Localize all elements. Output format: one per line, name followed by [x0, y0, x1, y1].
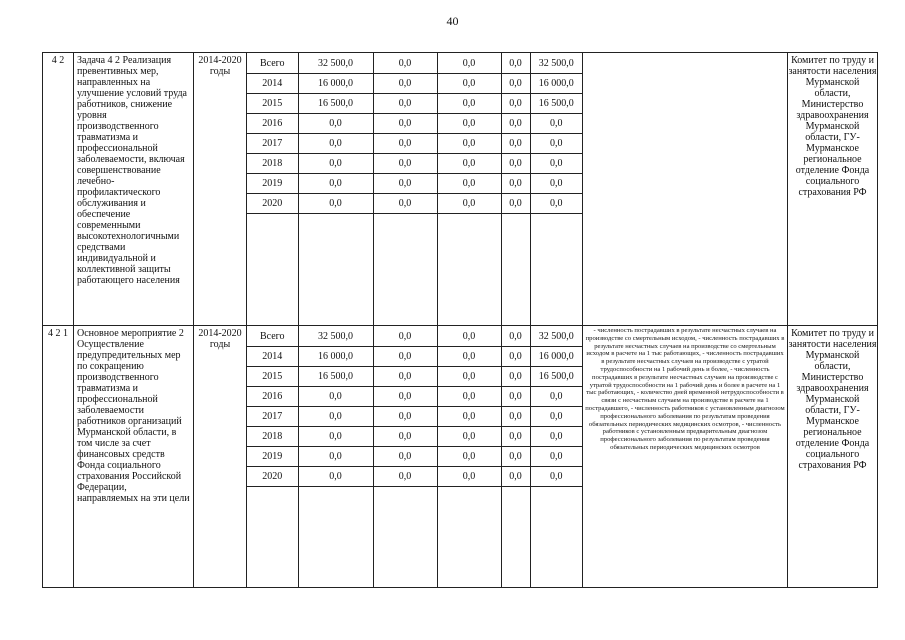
financing-rb: 0,0 [437, 94, 501, 114]
financing-row [247, 134, 582, 154]
financing-fb: 0,0 [373, 447, 437, 467]
financing-year: 2017 [247, 134, 298, 154]
financing-vb: 0,0 [530, 154, 582, 174]
financing-year: 2019 [247, 174, 298, 194]
financing-vb: 0,0 [530, 194, 582, 214]
financing-rb: 0,0 [437, 194, 501, 214]
activity-name: Задача 4 2 Реализация превентивных мер, направленных на улучшение условий труда работников, снижение уровня производственного травматизма и профессиональной заболеваемости, включая совершенствование лечебно-профилактического обслуживания и обеспечение современными высокотехнологичными средствами индивидуальной и коллективной защиты работающего населения [74, 53, 194, 326]
financing-fb: 0,0 [373, 53, 437, 74]
financing-rb: 0,0 [437, 427, 501, 447]
financing-rb: 0,0 [437, 387, 501, 407]
financing-total: 0,0 [298, 407, 373, 427]
row-number: 4 2 [43, 53, 74, 326]
financing-mb: 0,0 [501, 53, 530, 74]
table-row [43, 53, 878, 326]
financing-rb: 0,0 [437, 154, 501, 174]
financing-fb: 0,0 [373, 194, 437, 214]
financing-total: 0,0 [298, 427, 373, 447]
financing-vb: 0,0 [530, 467, 582, 487]
financing-rb: 0,0 [437, 467, 501, 487]
financing-vb: 0,0 [530, 134, 582, 154]
responsible-org: Комитет по труду и занятости населения Мурманской области, Министерство здравоохранения Мурманской области, ГУ-Мурманское региональное отделение Фонда социального страхования РФ [788, 53, 878, 326]
financing-table [247, 326, 582, 587]
financing-row [247, 447, 582, 467]
financing-total: 16 500,0 [298, 94, 373, 114]
financing-table [247, 53, 582, 325]
financing-row [247, 407, 582, 427]
financing-year: 2014 [247, 347, 298, 367]
financing-vb: 16 000,0 [530, 347, 582, 367]
financing-rb: 0,0 [437, 326, 501, 347]
financing-cell [247, 53, 583, 326]
financing-rb: 0,0 [437, 447, 501, 467]
financing-mb: 0,0 [501, 407, 530, 427]
financing-row [247, 74, 582, 94]
financing-vb: 16 500,0 [530, 367, 582, 387]
financing-fb: 0,0 [373, 407, 437, 427]
financing-fb: 0,0 [373, 427, 437, 447]
financing-year: 2018 [247, 154, 298, 174]
financing-row [247, 326, 582, 347]
financing-mb: 0,0 [501, 447, 530, 467]
financing-year: 2017 [247, 407, 298, 427]
financing-fb: 0,0 [373, 467, 437, 487]
financing-vb: 32 500,0 [530, 326, 582, 347]
financing-vb: 0,0 [530, 387, 582, 407]
financing-total: 16 000,0 [298, 347, 373, 367]
financing-fb: 0,0 [373, 326, 437, 347]
financing-vb: 0,0 [530, 427, 582, 447]
financing-mb: 0,0 [501, 367, 530, 387]
financing-fb: 0,0 [373, 154, 437, 174]
financing-mb: 0,0 [501, 427, 530, 447]
financing-row [247, 194, 582, 214]
financing-rb: 0,0 [437, 74, 501, 94]
financing-total: 32 500,0 [298, 326, 373, 347]
page-number: 40 [446, 14, 459, 28]
program-table [42, 52, 878, 588]
financing-cell [247, 326, 583, 588]
indicators: - численность пострадавших в результате несчастных случаев на производстве со смертельным исходом, - численность пострадавших в результате несчастных случаев на производстве со смертельным исходом в расчете на 1 тыс работающих, - численность пострадавших в результате несчастных случаев на производстве с утратой трудоспособности на 1 рабочий день и более, - численность пострадавших в результате несчастных случаев на производстве с утратой трудоспособности на 1 рабочий день и более в расчете на 1 тыс работающих, - количество дней временной нетрудоспособности в связи с несчастным случаем на производстве в расчете на 1 пострадавшего, - численность работников с установленным диагнозом профессионального заболевания по результатам проведения обязательных периодических медицинских осмотров, - численность работников с установленным предварительным диагнозом профессионального заболевания по результатам проведения обязательных периодических медицинских осмотров [583, 326, 788, 588]
financing-total: 0,0 [298, 447, 373, 467]
financing-row [247, 94, 582, 114]
financing-year: 2019 [247, 447, 298, 467]
financing-year: 2020 [247, 194, 298, 214]
financing-year: Всего [247, 53, 298, 74]
financing-mb: 0,0 [501, 347, 530, 367]
financing-total: 0,0 [298, 154, 373, 174]
period: 2014-2020 годы [194, 53, 247, 326]
financing-mb: 0,0 [501, 387, 530, 407]
financing-total: 16 500,0 [298, 367, 373, 387]
financing-filler [247, 487, 582, 588]
financing-fb: 0,0 [373, 347, 437, 367]
financing-fb: 0,0 [373, 134, 437, 154]
financing-row [247, 387, 582, 407]
financing-rb: 0,0 [437, 174, 501, 194]
financing-row [247, 347, 582, 367]
financing-fb: 0,0 [373, 94, 437, 114]
financing-rb: 0,0 [437, 407, 501, 427]
financing-mb: 0,0 [501, 194, 530, 214]
financing-year: Всего [247, 326, 298, 347]
financing-filler [247, 214, 582, 326]
financing-year: 2014 [247, 74, 298, 94]
financing-row [247, 367, 582, 387]
financing-vb: 0,0 [530, 447, 582, 467]
financing-total: 16 000,0 [298, 74, 373, 94]
financing-mb: 0,0 [501, 326, 530, 347]
financing-mb: 0,0 [501, 94, 530, 114]
financing-rb: 0,0 [437, 347, 501, 367]
financing-mb: 0,0 [501, 467, 530, 487]
financing-row [247, 174, 582, 194]
period: 2014-2020 годы [194, 326, 247, 588]
indicators [583, 53, 788, 326]
financing-fb: 0,0 [373, 74, 437, 94]
financing-row [247, 467, 582, 487]
financing-total: 32 500,0 [298, 53, 373, 74]
financing-row [247, 114, 582, 134]
financing-total: 0,0 [298, 387, 373, 407]
activity-name: Основное мероприятие 2 Осуществление предупредительных мер по сокращению производственного травматизма и профессиональной заболеваемости работников организаций Мурманской области, в том числе за счет финансовых средств Фонда социального страхования Российской Федерации, направляемых на эти цели [74, 326, 194, 588]
financing-vb: 32 500,0 [530, 53, 582, 74]
financing-fb: 0,0 [373, 387, 437, 407]
financing-mb: 0,0 [501, 74, 530, 94]
financing-total: 0,0 [298, 174, 373, 194]
financing-total: 0,0 [298, 467, 373, 487]
financing-vb: 16 500,0 [530, 94, 582, 114]
responsible-org: Комитет по труду и занятости населения Мурманской области, Министерство здравоохранения Мурманской области, ГУ-Мурманское региональное отделение Фонда социального страхования РФ [788, 326, 878, 588]
financing-mb: 0,0 [501, 114, 530, 134]
table-row [43, 326, 878, 588]
financing-row [247, 154, 582, 174]
financing-fb: 0,0 [373, 174, 437, 194]
financing-rb: 0,0 [437, 134, 501, 154]
financing-year: 2015 [247, 367, 298, 387]
financing-mb: 0,0 [501, 174, 530, 194]
financing-vb: 0,0 [530, 407, 582, 427]
financing-row [247, 53, 582, 74]
financing-total: 0,0 [298, 114, 373, 134]
financing-year: 2015 [247, 94, 298, 114]
financing-total: 0,0 [298, 194, 373, 214]
financing-year: 2018 [247, 427, 298, 447]
financing-year: 2016 [247, 114, 298, 134]
row-number: 4 2 1 [43, 326, 74, 588]
financing-rb: 0,0 [437, 53, 501, 74]
financing-year: 2020 [247, 467, 298, 487]
financing-vb: 0,0 [530, 174, 582, 194]
financing-total: 0,0 [298, 134, 373, 154]
financing-rb: 0,0 [437, 367, 501, 387]
financing-vb: 0,0 [530, 114, 582, 134]
financing-mb: 0,0 [501, 154, 530, 174]
financing-mb: 0,0 [501, 134, 530, 154]
financing-fb: 0,0 [373, 114, 437, 134]
financing-fb: 0,0 [373, 367, 437, 387]
financing-rb: 0,0 [437, 114, 501, 134]
financing-row [247, 427, 582, 447]
financing-vb: 16 000,0 [530, 74, 582, 94]
financing-year: 2016 [247, 387, 298, 407]
